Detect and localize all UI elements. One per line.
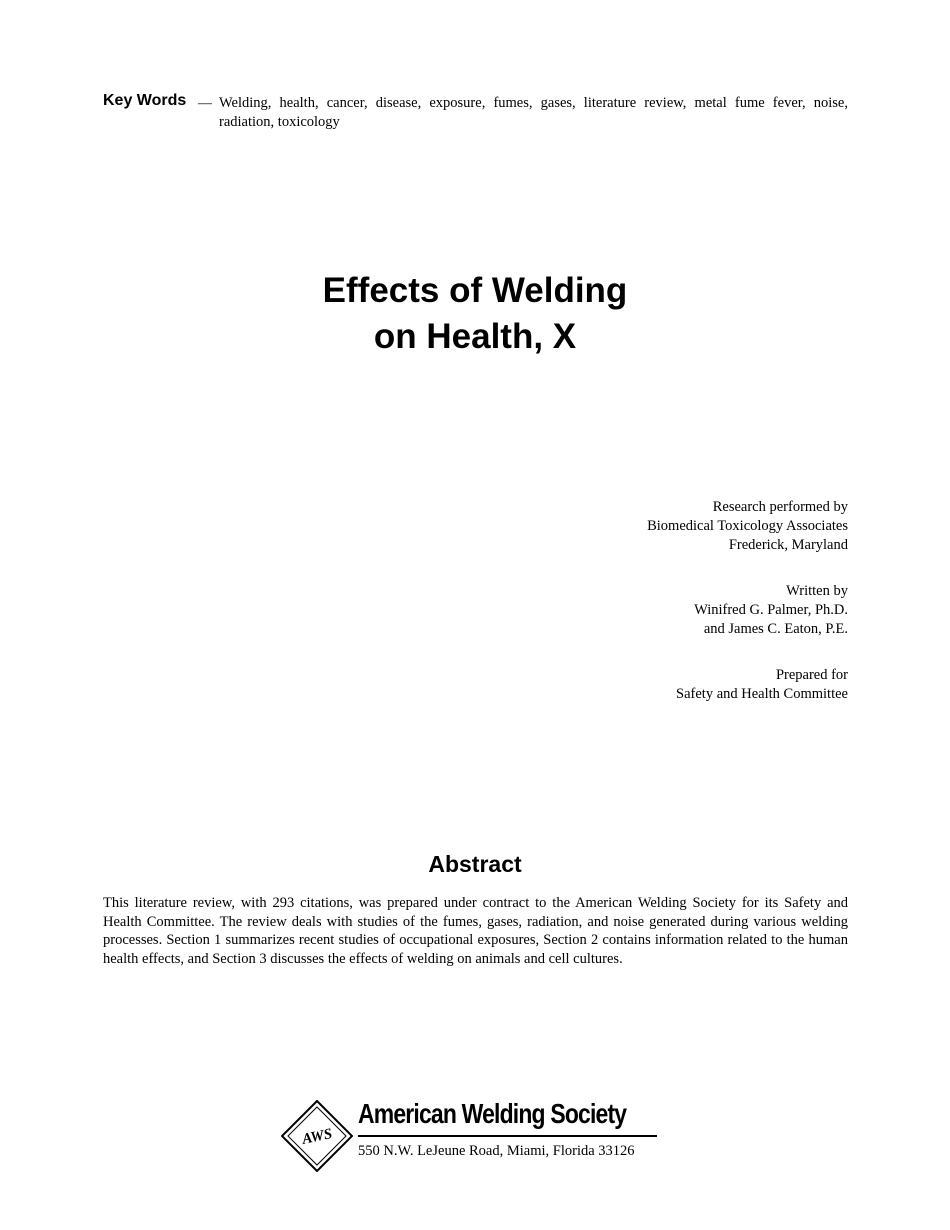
research-label: Research performed by (712, 499, 848, 515)
prepared-label: Prepared for (775, 667, 848, 683)
keywords-label: Key Words (103, 92, 187, 109)
research-location: Frederick, Maryland (728, 537, 848, 553)
keywords-dash: — (198, 96, 212, 111)
publisher-address: 550 N.W. LeJeune Road, Miami, Florida 33126 (358, 1143, 635, 1159)
prepared-for-credit (676, 666, 848, 704)
abstract-body: This literature review, with 293 citations, was prepared under contract to the American Welding Society for its Safety and Health Committee. The review deals with studies of the fumes, gases, radiation, and noise generated during various welding processes. Section 1 summarizes recent studies of occupational exposures, Section 2 contains information related to the human health effects, and Section 3 discusses the effects of welding on animals and cell cultures. (103, 895, 848, 967)
research-credit (647, 498, 848, 555)
research-organization: Biomedical Toxicology Associates (647, 518, 848, 534)
author-1: Winifred G. Palmer, Ph.D. (694, 602, 848, 618)
aws-logo-icon (281, 1100, 353, 1172)
committee-name: Safety and Health Committee (676, 686, 848, 702)
keywords-text: Welding, health, cancer, disease, exposure, fumes, gases, literature review, metal fume fever, noise, radiation, toxicology (219, 95, 848, 130)
author-2: and James C. Eaton, P.E. (703, 621, 848, 637)
aws-logo-text: AWS (300, 1126, 334, 1148)
title-line-2: on Health, X (373, 317, 577, 356)
publisher-divider (358, 1135, 657, 1137)
document-title (0, 268, 950, 360)
abstract-heading: Abstract (428, 851, 522, 877)
written-label: Written by (786, 583, 848, 599)
author-credit (694, 582, 848, 639)
title-line-1: Effects of Welding (322, 271, 628, 310)
publisher-name: American Welding Society (358, 1098, 627, 1129)
